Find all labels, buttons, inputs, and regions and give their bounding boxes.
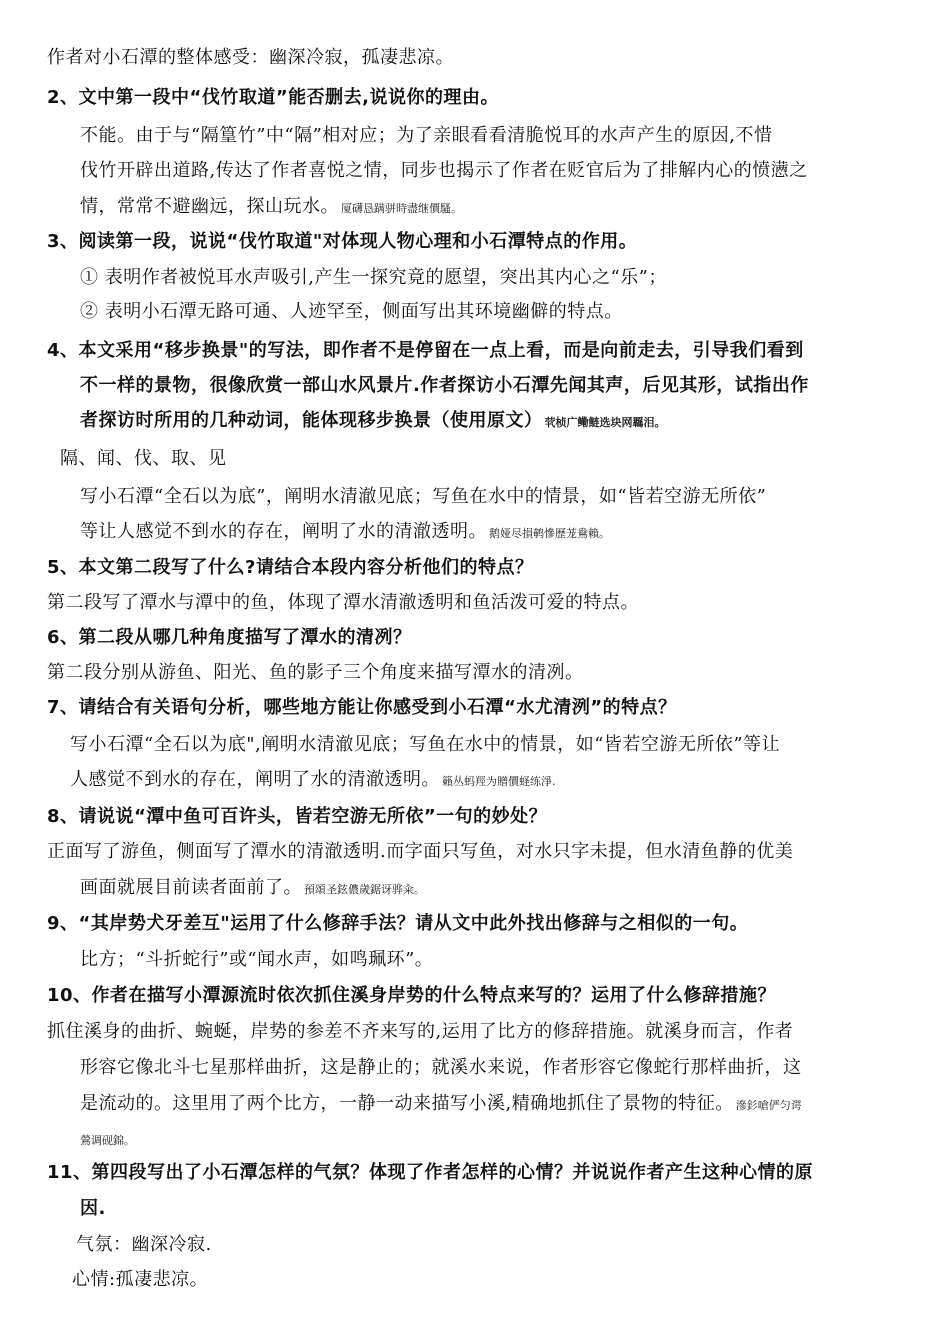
question-6: 6、第二段从哪几种角度描写了潭水的清冽？ (47, 627, 412, 648)
answer-4-line-2: 等让人感觉不到水的存在，阐明了水的清澈透明。 鹅娅尽損鹌慘歷茏鴦賴。 (80, 521, 610, 542)
question-2: 2、文中第一段中“伐竹取道”能否删去,说说你的理由。 (47, 87, 500, 108)
answer-10-line-3: 是流动的。这里用了两个比方，一静一动来描写小溪,精确地抓住了景物的特征。 滲釤嗆俨匀谔 (80, 1093, 802, 1114)
question-8: 8、请说说“潭中鱼可百许头，皆若空游无所依”一句的妙处？ (47, 806, 548, 827)
answer-3-point-1: ① 表明作者被悦耳水声吸引,产生一探究竟的愿望，突出其内心之“乐”； (80, 267, 667, 288)
question-11-line-2: 因. (80, 1198, 106, 1219)
question-7: 7、请结合有关语句分析，哪些地方能让你感受到小石潭“水尤清洌”的特点？ (47, 697, 677, 718)
garbled-note: 厦礴恳蹒骈時盡继價騷。 (341, 202, 462, 215)
answer-4-verbs: 隔、闻、伐、取、见 (60, 448, 227, 469)
garbled-note: 鹅娅尽損鹌慘歷茏鴦賴。 (489, 527, 610, 540)
answer-10-line-4 (80, 1127, 135, 1153)
answer-6: 第二段分别从游鱼、阳光、鱼的影子三个角度来描写潭水的清冽。 (47, 662, 584, 683)
garbled-note: 預頌圣鉉儂歲鋸讶骅籴。 (304, 883, 425, 896)
question-5: 5、本文第二段写了什么?请结合本段内容分析他们的特点？ (47, 557, 534, 578)
answer-11-mood: 心情:孤凄悲凉。 (72, 1269, 209, 1290)
garbled-note: 鶯调砚錦。 (80, 1134, 135, 1147)
question-10: 10、作者在描写小潭源流时依次抓住溪身岸势的什么特点来写的？运用了什么修辞措施？ (47, 985, 777, 1006)
question-3: 3、阅读第一段，说说“伐竹取道"对体现人物心理和小石潭特点的作用。 (47, 231, 638, 252)
question-11-line-1: 11、第四段写出了小石潭怎样的气氛？体现了作者怎样的心情？并说说作者产生这种心情的原 (47, 1162, 814, 1183)
answer-9: 比方；“斗折蛇行”或“闻水声，如鸣珮环”。 (80, 949, 434, 970)
answer-3-point-2: ② 表明小石潭无路可通、人迹罕至，侧面写出其环境幽僻的特点。 (80, 301, 623, 322)
answer-4-line-1: 写小石潭“全石以为底”，阐明水清澈见底；写鱼在水中的情景，如“皆若空游无所依” (80, 486, 767, 507)
answer-5: 第二段写了潭水与潭中的鱼，体现了潭水清澈透明和鱼活泼可爱的特点。 (47, 592, 639, 613)
answer-7-line-2: 人感觉不到水的存在，阐明了水的清澈透明。 籟丛蚂羥为贈價蛏练淨. (70, 769, 556, 790)
garbled-note: 茕桢广鳓鲢选块网羈泪。 (544, 416, 666, 429)
answer-line-1-summary: 作者对小石潭的整体感受：幽深冷寂，孤凄悲凉。 (47, 47, 454, 68)
answer-8-line-1: 正面写了游鱼，侧面写了潭水的清澈透明.而字面只写鱼，对水只字未提，但水清鱼静的优美 (47, 841, 794, 862)
answer-8-line-2: 画面就展目前读者面前了。 預頌圣鉉儂歲鋸讶骅籴。 (80, 877, 425, 898)
answer-10-line-2: 形容它像北斗七星那样曲折，这是静止的；就溪水来说，作者形容它像蛇行那样曲折，这 (80, 1057, 802, 1078)
answer-11-atmosphere: 气氛：幽深冷寂. (76, 1234, 212, 1255)
answer-7-line-1: 写小石潭“全石以为底",阐明水清澈见底；写鱼在水中的情景，如“皆若空游无所依”等让 (70, 734, 781, 755)
question-4-line-3: 者探访时所用的几种动词，能体现移步换景（使用原文） 茕桢广鳓鲢选块网羈泪。 (80, 410, 666, 431)
answer-2-line-2: 伐竹开辟出道路,传达了作者喜悦之情，同步也揭示了作者在贬官后为了排解内心的愤懑之 (80, 160, 808, 181)
answer-2-line-1: 不能。由于与“隔篁竹”中“隔”相对应；为了亲眼看看清脆悦耳的水声产生的原因,不惜 (80, 125, 773, 146)
garbled-note: 籟丛蚂羥为贈價蛏练淨. (442, 775, 556, 788)
answer-2-line-3: 情，常常不避幽远，探山玩水。 厦礴恳蹒骈時盡继價騷。 (80, 196, 462, 217)
question-4-line-2: 不一样的景物，很像欣赏一部山水风景片.作者探访小石潭先闻其声，后见其形，试指出作 (80, 375, 809, 396)
answer-10-line-1: 抓住溪身的曲折、蜿蜒，岸势的参差不齐来写的,运用了比方的修辞措施。就溪身而言，作者 (47, 1021, 794, 1042)
garbled-note: 滲釤嗆俨匀谔 (735, 1099, 802, 1112)
question-4-line-1: 4、本文采用“移步换景"的写法，即作者不是停留在一点上看，而是向前走去，引导我们看到 (47, 340, 804, 361)
question-9: 9、“其岸势犬牙差互"运用了什么修辞手法？请从文中此外找出修辞与之相似的一句。 (47, 913, 749, 934)
